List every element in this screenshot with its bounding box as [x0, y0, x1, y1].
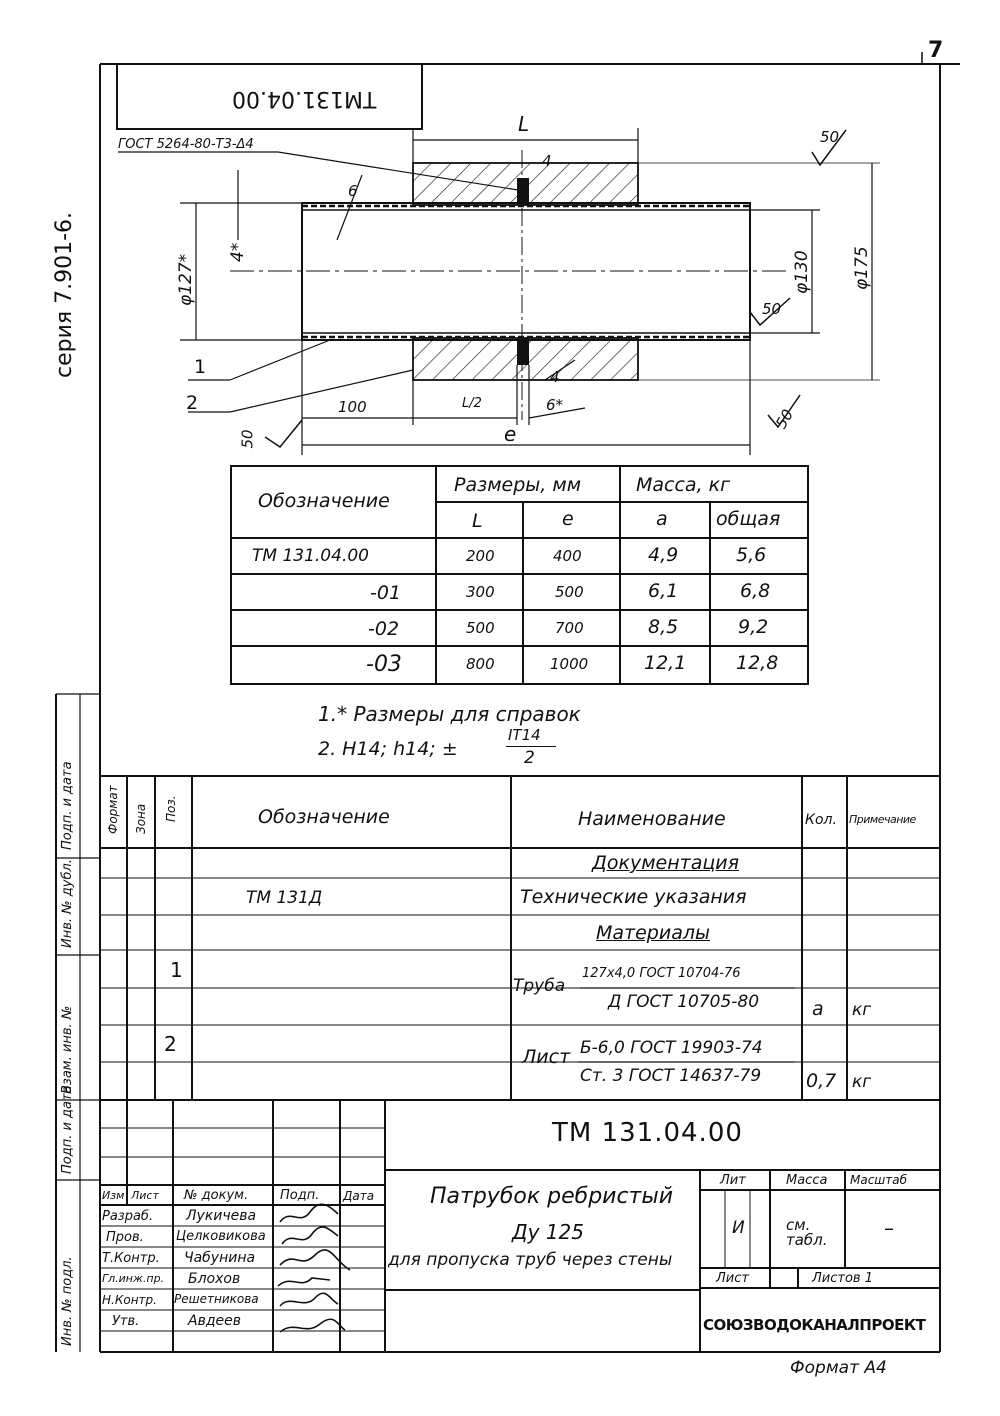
title-name-line3: для пропуска труб через стены: [388, 1250, 673, 1270]
dims-row-total: 5,6: [736, 544, 767, 566]
dims-row-designation: ТМ 131.04.00: [252, 546, 369, 566]
note-2-fraction-num: IT14: [508, 726, 541, 744]
dims-row-e: 500: [555, 583, 584, 601]
stamp-code: TM131.04.00: [232, 86, 377, 111]
tb-role: Гл.инж.пр.: [102, 1272, 165, 1285]
spec-item-1-pos: 1: [170, 958, 183, 982]
spec-h-name: Наименование: [578, 808, 726, 830]
tb-role: Разраб.: [102, 1209, 154, 1224]
series-label: серия 7.901-6.: [52, 211, 77, 378]
margin-podp-data-2: Подп. и дата: [60, 1085, 75, 1174]
tb-role: Н.Контр.: [102, 1293, 157, 1307]
margin-inv-dubl: Инв. № дубл.: [60, 859, 75, 948]
dim-L-half: L/2: [462, 396, 482, 411]
margin-vzam-inv: Взам. инв. №: [60, 1005, 75, 1094]
title-code: ТМ 131.04.00: [552, 1118, 743, 1148]
spec-h-note: Примечание: [849, 813, 916, 826]
tb-listov-label: Листов 1: [812, 1271, 873, 1286]
spec-item-1-den: Д ГОСТ 10705-80: [608, 992, 760, 1012]
spec-item-2-den: Ст. 3 ГОСТ 14637-79: [580, 1066, 762, 1086]
tb-name: Чабунина: [184, 1250, 256, 1266]
dims-row-L: 300: [466, 583, 495, 601]
roughness-50-right: 50: [771, 406, 798, 432]
dims-sub-e: e: [562, 508, 574, 530]
spec-item-2-qty: 0,7: [806, 1070, 837, 1092]
pipe-drawing: [118, 128, 880, 455]
dims-header-designation: Обозначение: [258, 490, 390, 512]
dim-4: 4: [542, 152, 552, 170]
title-name-line1: Патрубок ребристый: [430, 1184, 674, 1209]
tb-name: Авдеев: [188, 1313, 241, 1329]
dia-130: φ130: [792, 250, 812, 294]
spec-h-format: Формат: [106, 785, 120, 834]
dims-row-designation: -01: [370, 582, 402, 604]
tb-h-doc: № докум.: [184, 1188, 249, 1203]
position-2-label: 2: [186, 392, 199, 414]
dim-4star: 4*: [228, 242, 248, 262]
dims-header-sizes: Размеры, мм: [454, 474, 582, 496]
tb-name: Блохов: [188, 1271, 241, 1287]
title-name-line2: Ду 125: [512, 1220, 584, 1244]
spec-item-2-label: Лист: [522, 1046, 571, 1068]
dims-row-a: 12,1: [644, 652, 687, 674]
tb-h-date: Дата: [343, 1189, 375, 1203]
tb-h-massa: Масса: [786, 1173, 828, 1188]
tb-h-list: Лист: [131, 1189, 159, 1202]
dim-4-bottom: 4: [550, 368, 560, 386]
spec-h-designation: Обозначение: [258, 806, 390, 828]
roughness-50-top: 50: [820, 128, 840, 146]
dia-127: φ127*: [176, 253, 196, 306]
organization-name: СОЮЗВОДОКАНАЛПРОЕКТ: [703, 1316, 926, 1334]
roughness-50-mid: 50: [762, 300, 782, 318]
spec-doc-designation: ТМ 131Д: [246, 888, 323, 908]
spec-h-pos: Поз.: [164, 795, 178, 822]
spec-h-zone: Зона: [134, 803, 148, 834]
tb-h-masshtab: Масштаб: [850, 1173, 908, 1187]
dims-row-a: 4,9: [648, 544, 679, 566]
tb-role: Пров.: [106, 1230, 144, 1245]
dia-175: φ175: [852, 246, 872, 290]
dim-100: 100: [338, 398, 367, 416]
dims-row-L: 200: [466, 547, 495, 565]
tb-h-sign: Подп.: [280, 1188, 320, 1203]
spec-item-2-num: Б-6,0 ГОСТ 19903-74: [580, 1038, 763, 1058]
dims-row-total: 9,2: [738, 616, 769, 638]
spec-section-materials: Материалы: [596, 922, 710, 944]
dims-row-total: 12,8: [736, 652, 779, 674]
dim-phi6: 6: [348, 182, 358, 200]
dims-row-e: 400: [553, 547, 582, 565]
tb-lit-value: И: [732, 1218, 745, 1238]
dims-sub-a: а: [656, 508, 668, 530]
dims-row-L: 800: [466, 655, 495, 673]
spec-item-2-pos: 2: [164, 1032, 177, 1056]
dims-row-L: 500: [466, 619, 495, 637]
page-number: 7: [928, 38, 944, 63]
tb-role: Утв.: [112, 1314, 140, 1329]
tb-role: Т.Контр.: [102, 1251, 160, 1266]
dims-row-e: 700: [555, 619, 584, 637]
format-label: Формат А4: [790, 1358, 887, 1378]
dims-sub-L: L: [472, 510, 483, 532]
roughness-50-left: 50: [238, 429, 257, 449]
dims-header-mass: Масса, кг: [636, 474, 731, 496]
spec-item-1-label: Труба: [513, 976, 566, 996]
dim-e: e: [504, 422, 517, 446]
spec-item-1-qty: а: [812, 998, 824, 1020]
dims-row-a: 6,1: [648, 580, 679, 602]
position-1-label: 1: [194, 356, 207, 378]
tb-massa-value: см. табл.: [786, 1216, 828, 1249]
note-2-fraction-bar: [506, 746, 556, 747]
spec-h-qty: Кол.: [805, 812, 837, 828]
tb-masshtab-value: –: [884, 1216, 894, 1240]
tb-list-label: Лист: [716, 1271, 749, 1286]
weld-callout: ГОСТ 5264-80-Т3-Δ4: [118, 137, 254, 152]
spec-item-1-unit: кг: [852, 1000, 872, 1020]
tb-h-izm: Изм: [102, 1189, 125, 1202]
note-2: 2. H14; h14; ±: [318, 738, 458, 760]
dims-sub-total: общая: [716, 508, 781, 530]
tb-name: Лукичева: [186, 1208, 257, 1224]
margin-inv-podl: Инв. № подл.: [60, 1256, 75, 1346]
spec-item-1-num: 127х4,0 ГОСТ 10704-76: [582, 966, 741, 981]
dims-row-total: 6,8: [740, 580, 771, 602]
dims-row-designation: -03: [366, 652, 402, 677]
note-1: 1.* Размеры для справок: [318, 702, 581, 726]
dim-L-top: L: [518, 112, 530, 136]
dims-row-e: 1000: [550, 655, 589, 673]
dims-row-designation: -02: [368, 618, 400, 640]
spec-section-docs: Документация: [592, 852, 740, 874]
dims-row-a: 8,5: [648, 616, 679, 638]
tb-name: Решетникова: [174, 1292, 259, 1306]
note-2-fraction-den: 2: [524, 748, 535, 768]
margin-podp-data-1: Подп. и дата: [60, 761, 75, 850]
spec-doc-name: Технические указания: [520, 886, 747, 908]
tb-name: Целковикова: [176, 1229, 266, 1244]
tb-h-lit: Лит: [720, 1173, 746, 1188]
dim-6star: 6*: [546, 396, 564, 414]
spec-item-2-unit: кг: [852, 1072, 872, 1092]
